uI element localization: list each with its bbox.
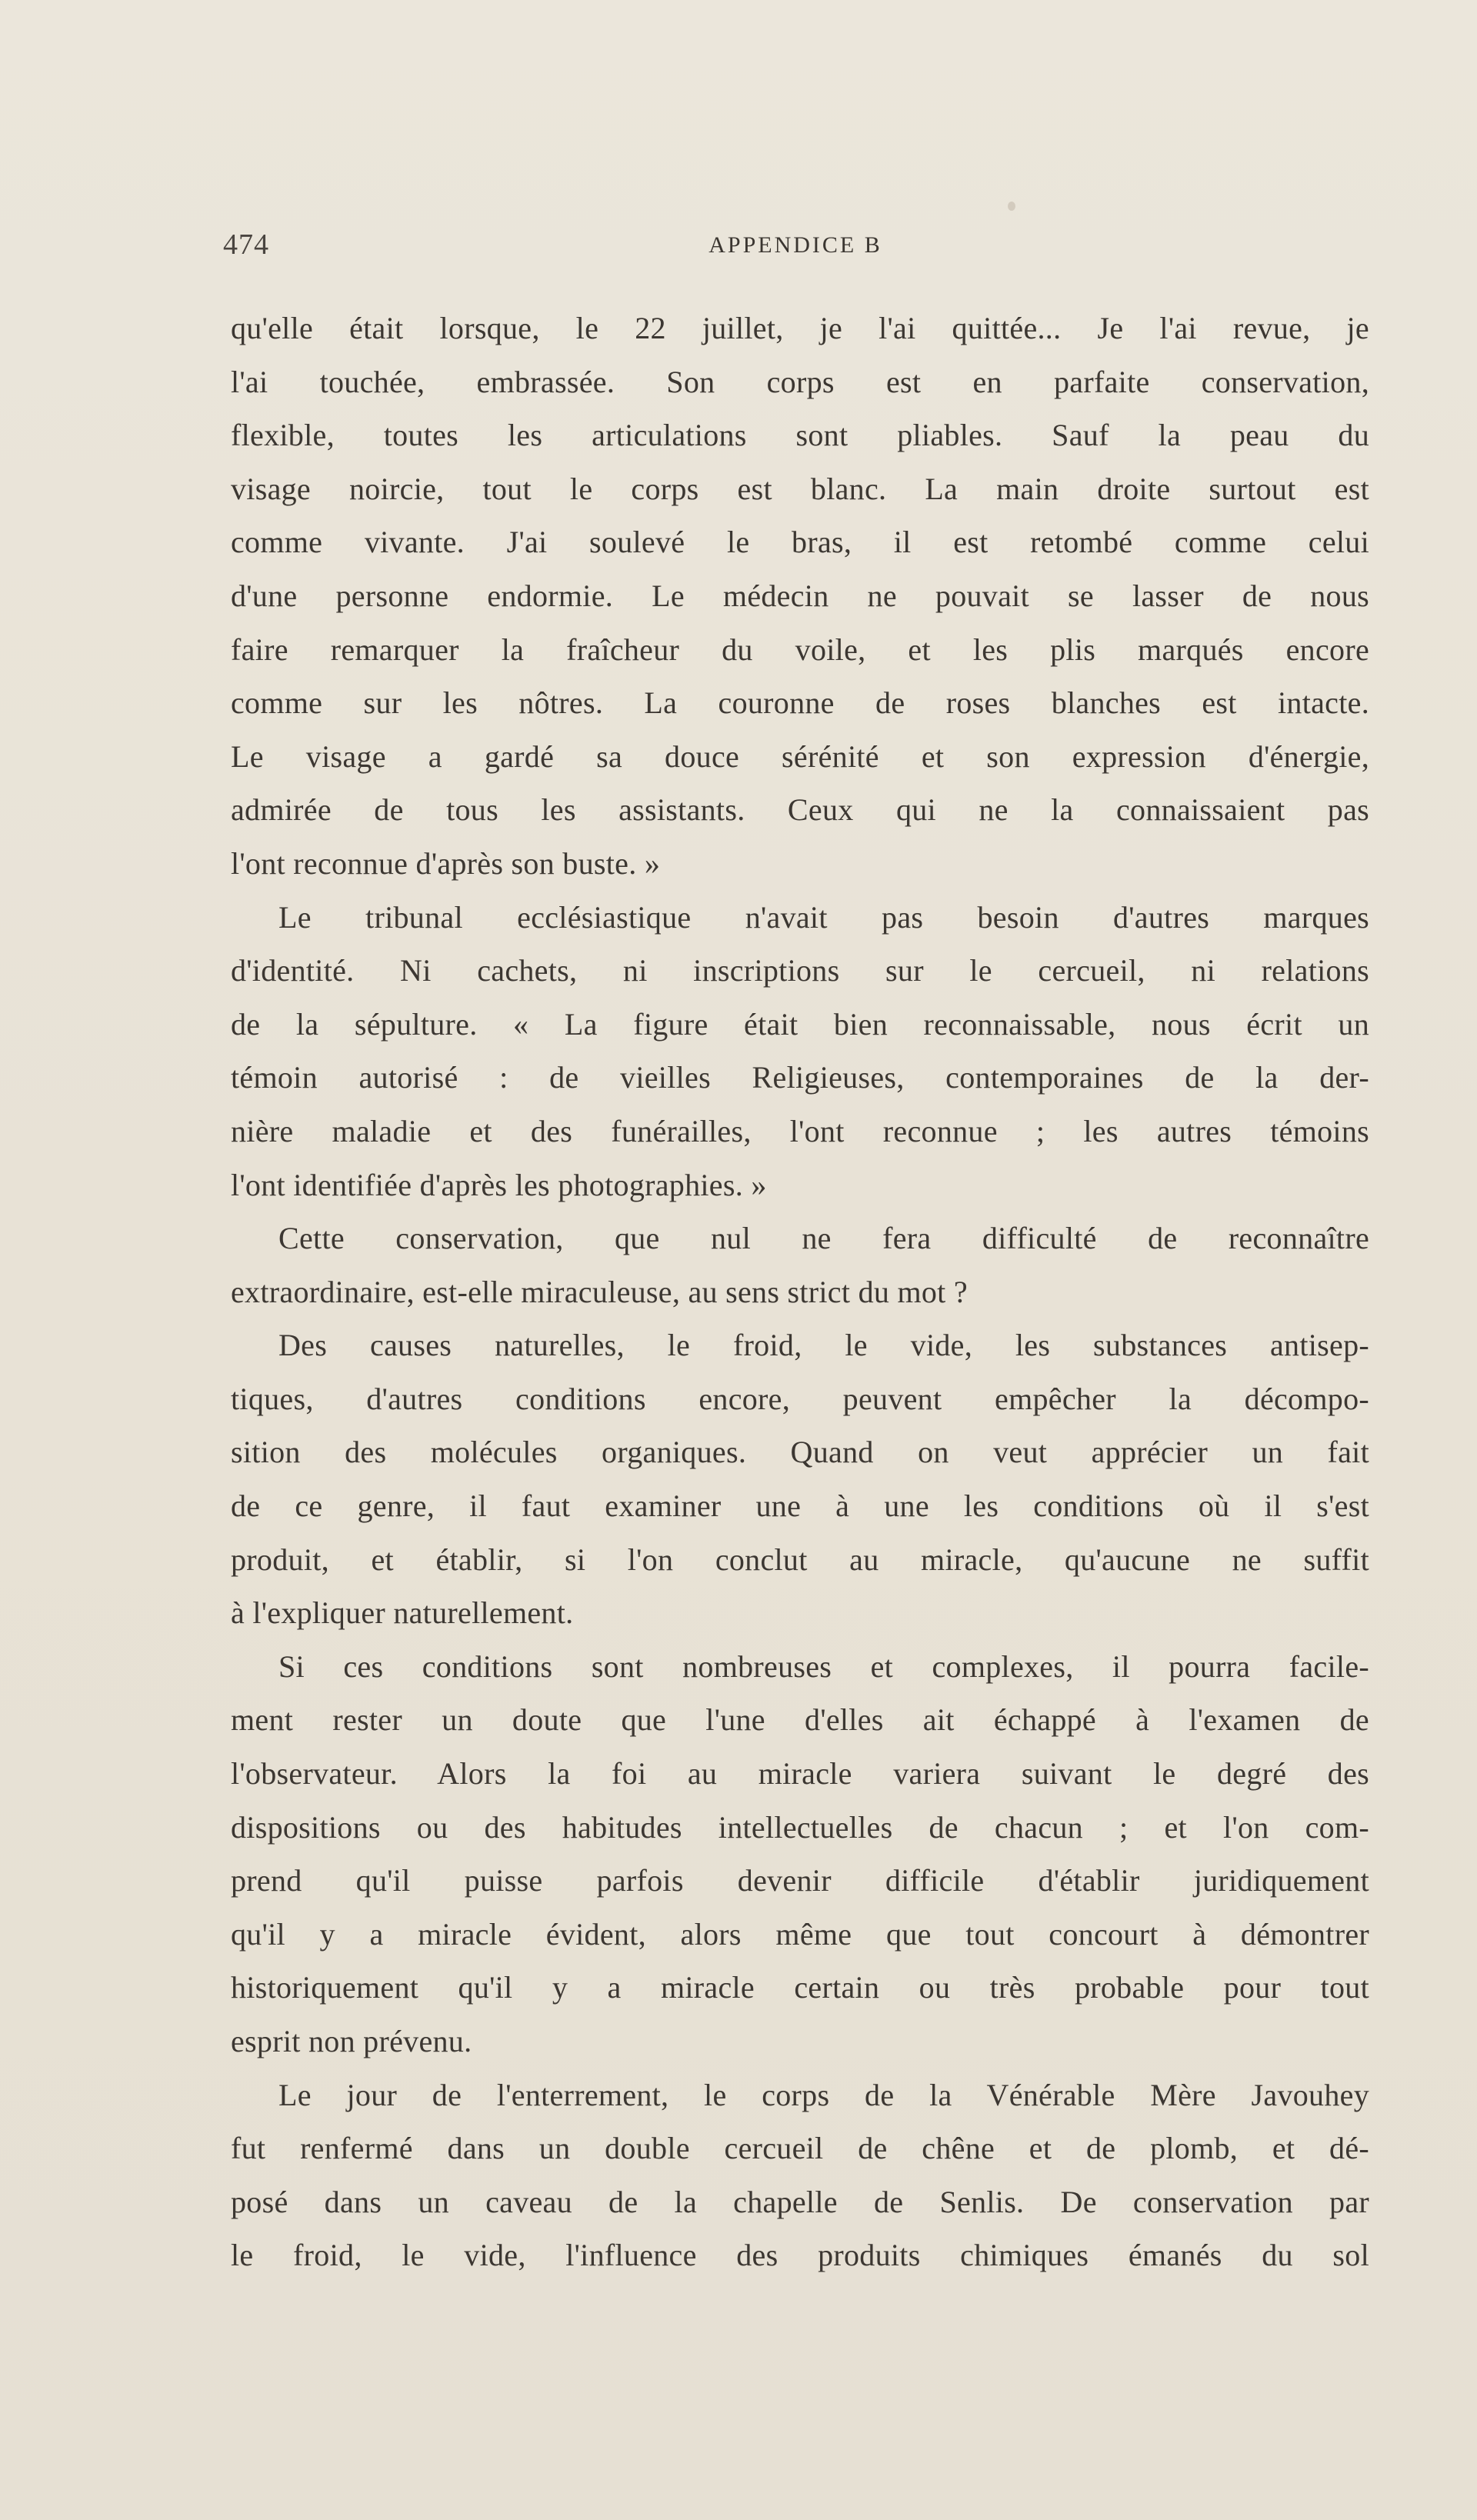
- text-line: d'identité. Ni cachets, ni inscriptions sur le cercueil, ni relations: [231, 953, 1369, 988]
- text-line: visage noircie, tout le corps est blanc. La main droite surtout est: [231, 471, 1369, 506]
- text-line: témoin autorisé : de vieilles Religieuses, contemporaines de la der-: [231, 1060, 1369, 1095]
- text-line: Le jour de l'enterrement, le corps de la Vénérable Mère Javouhey: [278, 2077, 1369, 2112]
- text-line: qu'elle était lorsque, le 22 juillet, je l'ai quittée... Je l'ai revue, je: [231, 311, 1369, 345]
- text-line: posé dans un caveau de la chapelle de Senlis. De conservation par: [231, 2184, 1369, 2219]
- text-line: l'ai touchée, embrassée. Son corps est en parfaite conservation,: [231, 364, 1369, 399]
- text-line: Cette conservation, que nul ne fera difficulté de reconnaître: [278, 1221, 1369, 1256]
- text-line: de ce genre, il faut examiner une à une les conditions où il s'est: [231, 1488, 1369, 1524]
- text-line: l'ont identifiée d'après les photographies. »: [231, 1167, 767, 1202]
- text-line: sition des molécules organiques. Quand on veut apprécier un fait: [231, 1435, 1369, 1470]
- text-line: comme sur les nôtres. La couronne de roses blanches est intacte.: [231, 685, 1369, 721]
- text-line: qu'il y a miracle évident, alors même que tout concourt à démontrer: [231, 1916, 1369, 1952]
- text-line: faire remarquer la fraîcheur du voile, et les plis marqués encore: [231, 632, 1369, 667]
- text-line: extraordinaire, est-elle miraculeuse, au sens strict du mot ?: [231, 1274, 968, 1309]
- page-header: [223, 228, 1368, 271]
- body-text: [231, 302, 1369, 2282]
- text-line: nière maladie et des funérailles, l'ont reconnue ; les autres témoins: [231, 1113, 1369, 1148]
- text-line: dispositions ou des habitudes intellectuelles de chacun ; et l'on com-: [231, 1809, 1369, 1845]
- text-line: l'observateur. Alors la foi au miracle variera suivant le degré des: [231, 1756, 1369, 1792]
- text-line: à l'expliquer naturellement.: [231, 1595, 574, 1631]
- ink-speck: [1008, 202, 1015, 211]
- text-line: fut renfermé dans un double cercueil de chêne et de plomb, et dé-: [231, 2131, 1369, 2166]
- text-line: l'ont reconnue d'après son buste. »: [231, 845, 661, 881]
- text-line: ment rester un doute que l'une d'elles ait échappé à l'examen de: [231, 1702, 1369, 1738]
- text-line: Le tribunal ecclésiastique n'avait pas besoin d'autres marques: [278, 899, 1369, 935]
- text-line: comme vivante. J'ai soulevé le bras, il est retombé comme celui: [231, 525, 1369, 560]
- text-line: tiques, d'autres conditions encore, peuvent empêcher la décompo-: [231, 1381, 1369, 1416]
- running-head: APPENDICE B: [708, 232, 882, 258]
- text-line: Si ces conditions sont nombreuses et complexes, il pourra facile-: [278, 1648, 1369, 1684]
- text-line: de la sépulture. « La figure était bien reconnaissable, nous écrit un: [231, 1006, 1369, 1042]
- text-line: Le visage a gardé sa douce sérénité et son expression d'énergie,: [231, 738, 1369, 774]
- text-line: le froid, le vide, l'influence des produits chimiques émanés du sol: [231, 2238, 1369, 2273]
- text-line: d'une personne endormie. Le médecin ne pouvait se lasser de nous: [231, 578, 1369, 613]
- text-line: admirée de tous les assistants. Ceux qui ne la connaissaient pas: [231, 792, 1369, 828]
- page-number: 474: [223, 228, 269, 261]
- text-line: esprit non prévenu.: [231, 2024, 472, 2058]
- text-line: produit, et établir, si l'on conclut au miracle, qu'aucune ne suffit: [231, 1542, 1369, 1577]
- text-line: historiquement qu'il y a miracle certain ou très probable pour tout: [231, 1970, 1369, 2005]
- text-line: flexible, toutes les articulations sont pliables. Sauf la peau du: [231, 418, 1369, 453]
- text-line: Des causes naturelles, le froid, le vide, les substances antisep-: [278, 1328, 1369, 1363]
- text-line: prend qu'il puisse parfois devenir difficile d'établir juridiquement: [231, 1863, 1369, 1898]
